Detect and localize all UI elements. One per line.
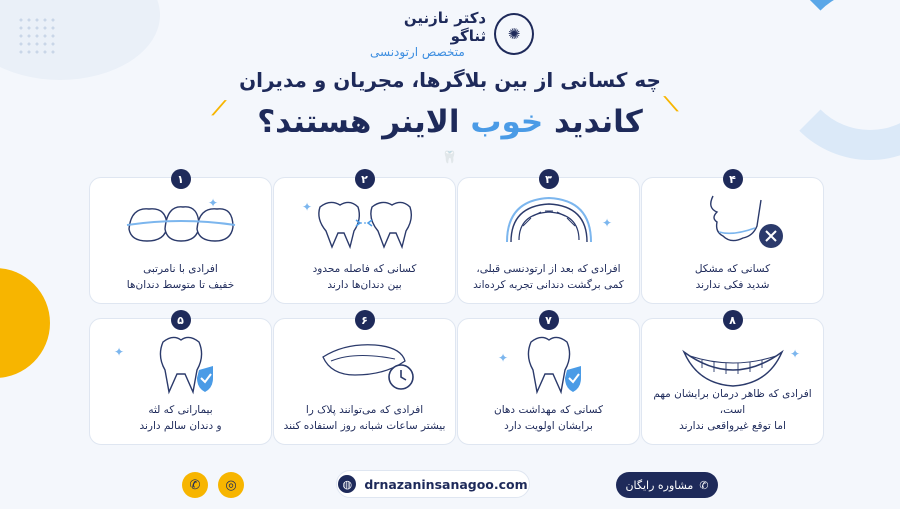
headline-line2 <box>0 104 900 140</box>
tooth-icon: 🦷 <box>442 150 457 164</box>
card-3 <box>457 172 640 304</box>
card-text-line: کمی برگشت دندانی تجربه کرده‌اند <box>473 279 624 291</box>
whatsapp-icon[interactable]: ✆ <box>182 472 208 498</box>
card-2 <box>273 172 456 304</box>
website-link[interactable] <box>336 470 530 498</box>
card-text-line: افرادی که بعد از ارتودنسی قبلی، <box>476 263 621 275</box>
card-caption <box>98 402 263 434</box>
card-number: ۲ <box>355 169 375 189</box>
card-text-line: کسانی که فاصله محدود <box>312 263 417 275</box>
card-caption <box>466 261 631 293</box>
card-caption <box>650 261 815 293</box>
card-text-line: افرادی که می‌توانند پلاک را <box>305 404 424 416</box>
card-4 <box>641 172 824 304</box>
aligner-clock-icon <box>274 335 455 395</box>
consult-label: مشاوره رایگان <box>625 478 694 492</box>
card-caption <box>282 402 447 434</box>
brand-role: متخصص ارتودنسی <box>370 45 465 59</box>
card-caption <box>650 386 815 434</box>
card-number: ۸ <box>723 310 743 330</box>
sparkle-icon: ✦ <box>114 345 125 359</box>
card-text-line: و دندان سالم دارند <box>139 420 222 432</box>
card-6 <box>273 313 456 445</box>
sparkle-icon: ✦ <box>498 351 509 365</box>
card-text-line: بین دندان‌ها دارند <box>327 279 402 291</box>
card-caption <box>98 261 263 293</box>
card-text-line: افرادی که ظاهر درمان برایشان مهم است، <box>653 388 812 416</box>
card-5 <box>89 313 272 445</box>
sparkle-icon: ⟋ <box>212 96 226 120</box>
headline-part-blue: خوب <box>470 104 544 140</box>
sparkle-icon: ✦ <box>790 347 801 361</box>
card-caption <box>282 261 447 293</box>
card-text-line: افرادی با نامرتبی <box>143 263 218 275</box>
card-text-line: اما توقع غیرواقعی ندارند <box>679 420 786 432</box>
card-text-line: کسانی که مهداشت دهان <box>493 404 603 416</box>
instagram-icon[interactable]: ◎ <box>218 472 244 498</box>
card-text-line: بیشتر ساعات شبانه روز استفاده کنند <box>283 420 446 432</box>
card-text-line: بیمارانی که لثه <box>148 404 213 416</box>
card-number: ۱ <box>171 169 191 189</box>
sparkle-icon: ✦ <box>602 216 613 230</box>
card-number: ۴ <box>723 169 743 189</box>
sparkle-icon: ⟍ <box>664 92 678 116</box>
decor-yellow-circle <box>0 268 50 378</box>
card-7 <box>457 313 640 445</box>
card-caption <box>466 402 631 434</box>
clean-tooth-icon <box>458 335 639 395</box>
website-url: drnazaninsanagoo.com <box>364 476 528 492</box>
card-number: ۶ <box>355 310 375 330</box>
headline-part-dark2: الاینر هستند؟ <box>257 104 460 140</box>
sparkle-icon: ✦ <box>208 196 219 210</box>
sparkle-icon: ✦ <box>302 200 313 214</box>
card-1 <box>89 172 272 304</box>
card-number: ۷ <box>539 310 559 330</box>
healthy-tooth-icon <box>90 335 271 395</box>
headline-part-dark: کاندید <box>554 104 643 140</box>
globe-icon: ◍ <box>338 475 356 493</box>
phone-icon: ✆ <box>699 478 709 492</box>
consult-button[interactable] <box>616 472 718 498</box>
headline-line1: چه کسانی از بین بلاگرها، مجریان و مدیران <box>239 68 661 92</box>
card-text-line: کسانی که مشکل <box>694 263 771 275</box>
jaw-profile-icon <box>642 194 823 254</box>
card-text-line: شدید فکی ندارند <box>695 279 770 291</box>
card-text-line: خفیف تا متوسط دندان‌ها <box>126 279 235 291</box>
card-number: ۵ <box>171 310 191 330</box>
teeth-row-icon <box>90 194 271 254</box>
brand-header <box>370 10 534 58</box>
ring-logo-icon: ✺ <box>494 13 534 55</box>
card-8 <box>641 313 824 445</box>
card-text-line: برایشان اولویت دارد <box>504 420 593 432</box>
brand-name: دکتر نازنین ثناگو <box>403 9 487 45</box>
card-number: ۳ <box>539 169 559 189</box>
decor-dots <box>17 16 57 56</box>
